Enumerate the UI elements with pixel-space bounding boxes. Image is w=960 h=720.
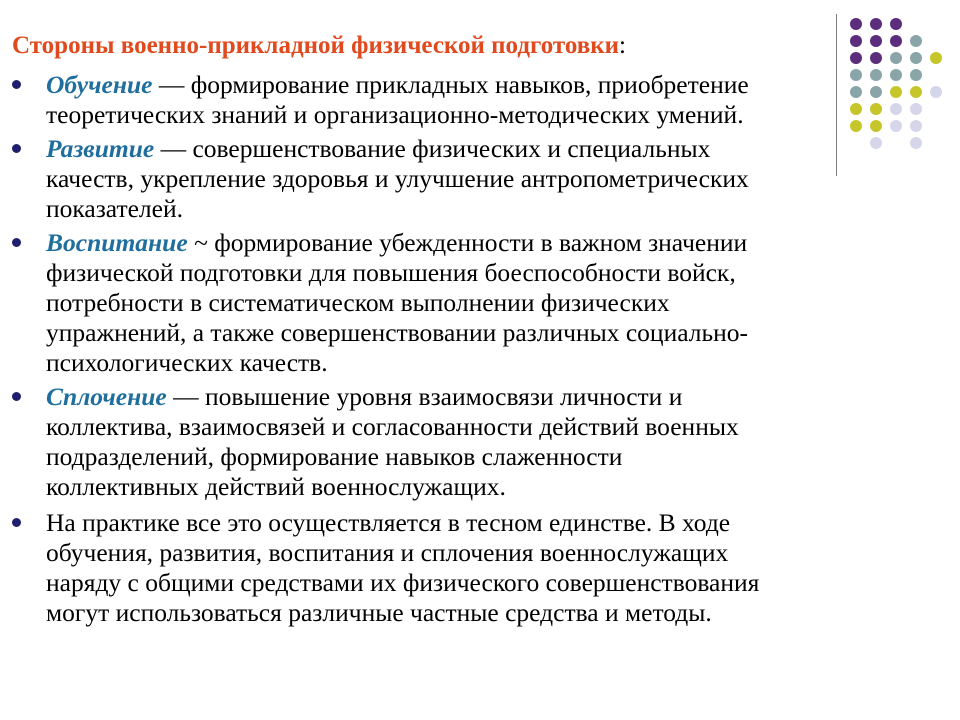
bullet-icon [12,518,21,527]
item-text-line: могут использоваться различные частные средства и методы. [46,598,712,627]
item-text-line: обучения, развития, воспитания и сплочения военнослужащих [46,538,729,567]
item-text-line: психологических качеств. [46,348,328,377]
dots-teal [850,35,922,98]
item-text-line: теоретических знаний и организационно-методических умений. [46,100,744,129]
item-text-line: качеств, укрепление здоровья и улучшение антропометрических [46,164,749,193]
item-term: Сплочение [46,382,167,411]
item-first-line [46,382,759,412]
bullet-icon [12,80,21,89]
item-text-line: коллективных действий военнослужащих. [46,472,506,501]
item-text-line: подразделений, формирование навыков слаженности [46,442,623,471]
item-lead-text: — формирование прикладных навыков, приобретение [152,70,749,99]
item-first-line [46,134,759,164]
dots-olive [850,52,942,132]
bullet-icon [12,392,21,401]
item-text-line: упражнений, а также совершенствовании различных социально- [46,318,748,347]
item-text-line: наряду с общими средствами их физического совершенствования [46,568,760,597]
item-term: Обучение [46,70,153,99]
item-lead-text: — повышение уровня взаимосвязи личности и [166,382,683,411]
item-text-line: коллектива, взаимосвязей и согласованности действий военных [46,412,739,441]
item-first-line [46,228,759,258]
item-term: Развитие [46,134,155,163]
bullet-icon [12,144,21,153]
item-lead-text: ~ формирование убежденности в важном значении [187,228,748,257]
item-first-line [46,508,759,538]
list-item-development [0,134,759,224]
list-item-practice [0,508,759,628]
list-item-cohesion [0,382,759,502]
bullet-icon [12,238,21,247]
item-text-line: показателей. [46,194,183,223]
dots-lavender [870,86,942,149]
list-item-upbringing [0,228,759,378]
item-text-line: потребности в систематическом выполнении физических [46,288,670,317]
slide-title [12,30,626,62]
bullet-list [0,70,759,628]
title-text: Стороны военно-прикладной физической подготовки [12,32,620,59]
title-colon: : [619,32,626,59]
item-first-line [46,70,759,100]
list-item-training [0,70,759,130]
item-term: Воспитание [46,228,188,257]
item-lead-text: На практике все это осуществляется в тесном единстве. В ходе [46,508,731,537]
vertical-divider [836,14,837,176]
item-lead-text: — совершенствование физических и специальных [154,134,711,163]
dots-purple [850,18,902,64]
item-text-line: физической подготовки для повышения боеспособности войск, [46,258,736,287]
